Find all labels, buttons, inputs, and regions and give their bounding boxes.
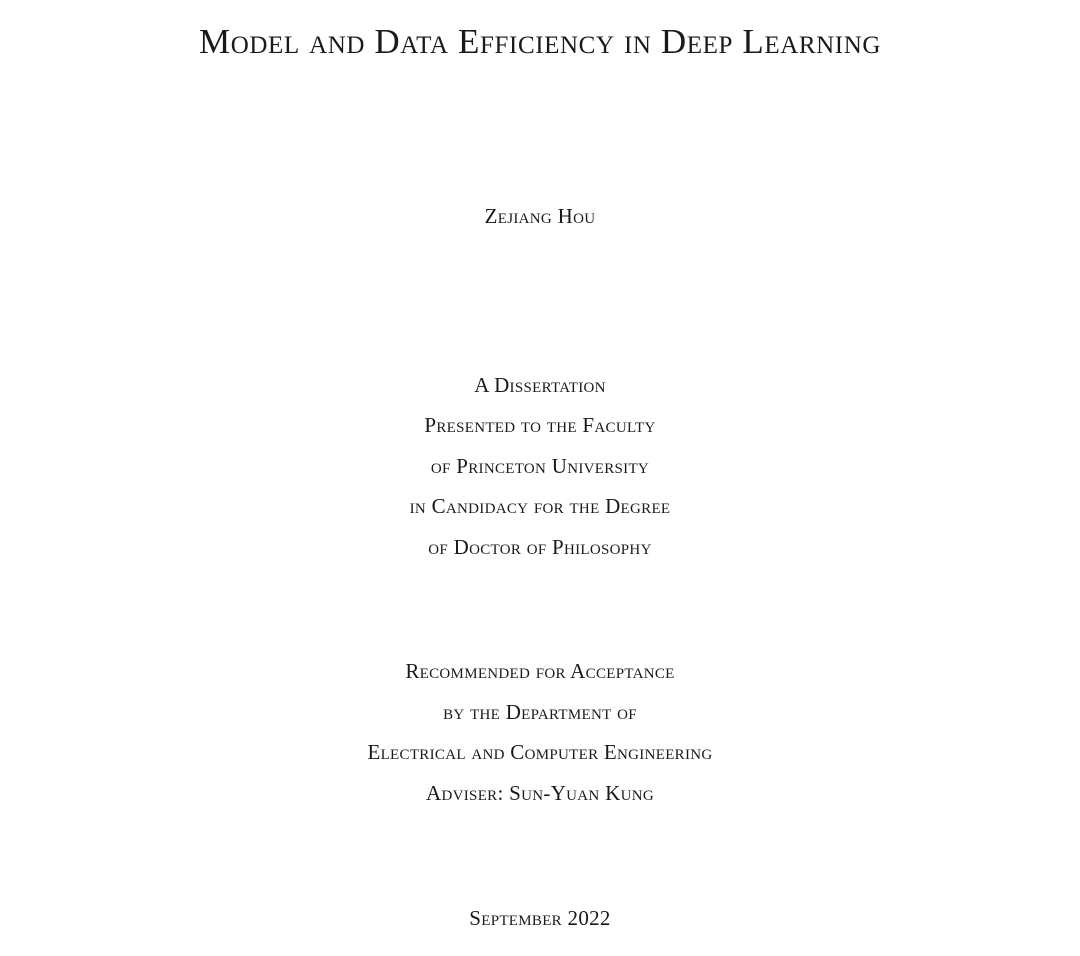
- submission-date: September 2022: [469, 906, 611, 930]
- presentation-line: in Candidacy for the Degree: [409, 494, 671, 518]
- presentation-line: of Princeton University: [430, 454, 650, 478]
- presentation-line: Presented to the Faculty: [424, 413, 656, 437]
- recommendation-line: Electrical and Computer Engineering: [367, 740, 713, 764]
- recommendation-line: by the Department of: [443, 700, 637, 724]
- author-name: Zejiang Hou: [484, 204, 596, 228]
- recommendation-line: Recommended for Acceptance: [405, 659, 675, 683]
- presentation-line: A Dissertation: [474, 373, 606, 397]
- presentation-line: of Doctor of Philosophy: [428, 535, 652, 559]
- dissertation-title: Model and Data Efficiency in Deep Learning: [198, 22, 882, 61]
- adviser-line: Adviser: Sun-Yuan Kung: [426, 781, 654, 805]
